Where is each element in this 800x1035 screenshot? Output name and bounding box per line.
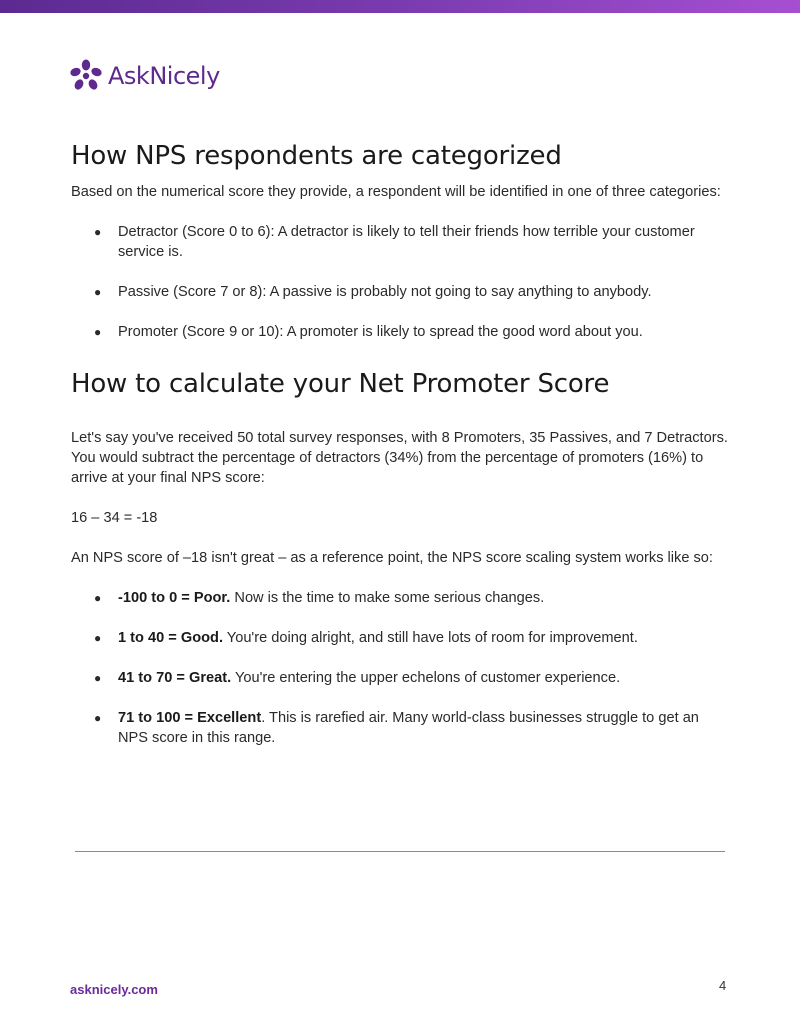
nps-formula: 16 – 34 = -18 bbox=[71, 510, 158, 526]
category-list bbox=[71, 222, 731, 342]
section2-paragraph1: Let's say you've received 50 total survey responses, with 8 Promoters, 35 Passives, and 7 Detractors. You would subtract the percentage of detractors (34%) from the percentage of promoters (16%) to arrive at your final NPS score: bbox=[71, 430, 728, 486]
section2-paragraph2: An NPS score of –18 isn't great – as a reference point, the NPS score scaling system works like so: bbox=[71, 550, 713, 566]
list-item bbox=[71, 588, 731, 608]
bullet-icon: ● bbox=[94, 591, 102, 605]
scale-desc-poor: Now is the time to make some serious changes. bbox=[230, 590, 545, 606]
scale-desc-good: You're doing alright, and still have lots of room for improvement. bbox=[223, 630, 638, 646]
list-item bbox=[71, 322, 731, 342]
list-item bbox=[71, 222, 731, 262]
section-title-categorized: How NPS respondents are categorized bbox=[71, 141, 562, 171]
footer-website-link[interactable]: asknicely.com bbox=[70, 982, 158, 997]
page-number: 4 bbox=[719, 978, 727, 993]
bullet-icon: ● bbox=[94, 631, 102, 645]
bullet-icon: ● bbox=[94, 671, 102, 685]
list-item bbox=[71, 708, 731, 748]
top-accent-bar bbox=[0, 0, 800, 13]
bullet-icon: ● bbox=[94, 325, 102, 339]
nps-scale-list bbox=[71, 588, 731, 748]
list-item bbox=[71, 282, 731, 302]
page-content bbox=[71, 136, 731, 748]
scale-desc-great: You're entering the upper echelons of customer experience. bbox=[231, 670, 621, 686]
scale-range-poor: -100 to 0 = Poor. bbox=[118, 590, 231, 606]
flower-logo-icon bbox=[68, 58, 104, 94]
category-detractor: Detractor (Score 0 to 6): A detractor is likely to tell their friends how terrible your customer service is. bbox=[118, 224, 695, 260]
bullet-icon: ● bbox=[94, 225, 102, 239]
brand-name: AskNicely bbox=[108, 62, 220, 90]
list-item bbox=[71, 628, 731, 648]
category-promoter: Promoter (Score 9 or 10): A promoter is likely to spread the good word about you. bbox=[118, 324, 643, 340]
bullet-icon: ● bbox=[94, 711, 102, 725]
footer-divider bbox=[75, 851, 725, 852]
scale-range-great: 41 to 70 = Great. bbox=[118, 670, 232, 686]
section1-intro: Based on the numerical score they provide, a respondent will be identified in one of three categories: bbox=[71, 184, 721, 200]
brand-logo bbox=[68, 58, 220, 94]
scale-range-good: 1 to 40 = Good. bbox=[118, 630, 224, 646]
scale-desc-excellent: . This is rarefied air. Many world-class businesses struggle to get an NPS score in this range. bbox=[118, 710, 699, 746]
bullet-icon: ● bbox=[94, 285, 102, 299]
section-title-calculate: How to calculate your Net Promoter Score bbox=[71, 369, 610, 399]
scale-range-excellent: 71 to 100 = Excellent bbox=[118, 710, 262, 726]
list-item bbox=[71, 668, 731, 688]
category-passive: Passive (Score 7 or 8): A passive is probably not going to say anything to anybody. bbox=[118, 284, 652, 300]
